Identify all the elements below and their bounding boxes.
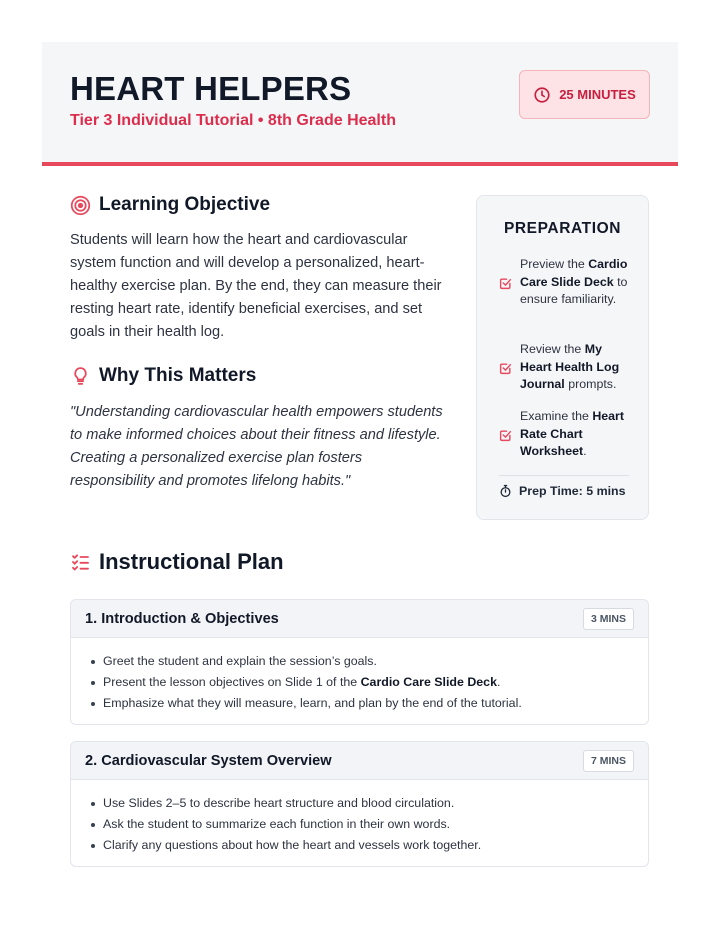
duration-badge [519,70,650,119]
step-header [71,600,648,638]
step-title: 1. Introduction & Objectives [85,610,279,627]
objective-heading-label: Learning Objective [99,194,271,215]
checkbox-icon [499,259,512,309]
checkbox-icon [499,411,512,461]
prep-time [499,484,626,498]
target-icon [70,195,91,216]
step-body [71,780,648,866]
plan-heading [70,549,284,575]
step-title: 2. Cardiovascular System Overview [85,752,332,769]
duration-label: 25 MINUTES [559,87,636,102]
list-item: Present the lesson objectives on Slide 1 of the Cardio Care Slide Deck. [103,672,648,693]
why-heading [70,365,256,387]
plan-heading-label: Instructional Plan [99,549,284,574]
clock-icon [533,86,551,104]
plan-step-card [70,741,649,867]
why-quote: "Understanding cardiovascular health empowers students to make informed choices about their fitness and lifestyle. Creating a personalized exercise plan fosters responsibility and promotes lifelong habits." [70,404,443,489]
prep-item: Examine the Heart Rate Chart Worksheet. [499,408,629,461]
preparation-card [476,195,649,520]
preparation-title: PREPARATION [503,220,622,237]
objective-text: Students will learn how the heart and cardiovascular system function and will develop a personalized, heart-healthy exercise plan. By the end, they can measure their resting heart rate, identify beneficial exercises, and set goals in their health log. [70,232,442,340]
why-heading-label: Why This Matters [99,365,257,386]
stopwatch-icon [499,484,512,498]
list-item: Use Slides 2–5 to describe heart structure and blood circulation. [103,793,648,814]
prep-item: Preview the Cardio Care Slide Deck to ensure familiarity. [499,256,629,309]
list-item: Clarify any questions about how the heart and vessels work together. [103,835,648,856]
prep-divider [499,475,629,476]
step-header [71,742,648,780]
lightbulb-icon [70,365,91,387]
list-item: Greet the student and explain the session’s goals. [103,651,648,672]
checklist-icon [70,552,91,572]
page-title: HEART HELPERS [70,70,352,107]
lesson-header [42,42,678,166]
prep-time-label: Prep Time: 5 mins [519,484,626,498]
objective-heading [70,194,270,216]
step-duration-badge: 7 MINS [583,750,634,772]
list-item: Ask the student to summarize each function in their own words. [103,814,648,835]
prep-item: Review the My Heart Health Log Journal prompts. [499,341,629,394]
checkbox-icon [499,344,512,394]
step-duration-badge: 3 MINS [583,608,634,630]
list-item: Emphasize what they will measure, learn, and plan by the end of the tutorial. [103,693,648,714]
page-subtitle: Tier 3 Individual Tutorial • 8th Grade Health [70,112,396,129]
plan-step-card [70,599,649,725]
step-body [71,638,648,724]
